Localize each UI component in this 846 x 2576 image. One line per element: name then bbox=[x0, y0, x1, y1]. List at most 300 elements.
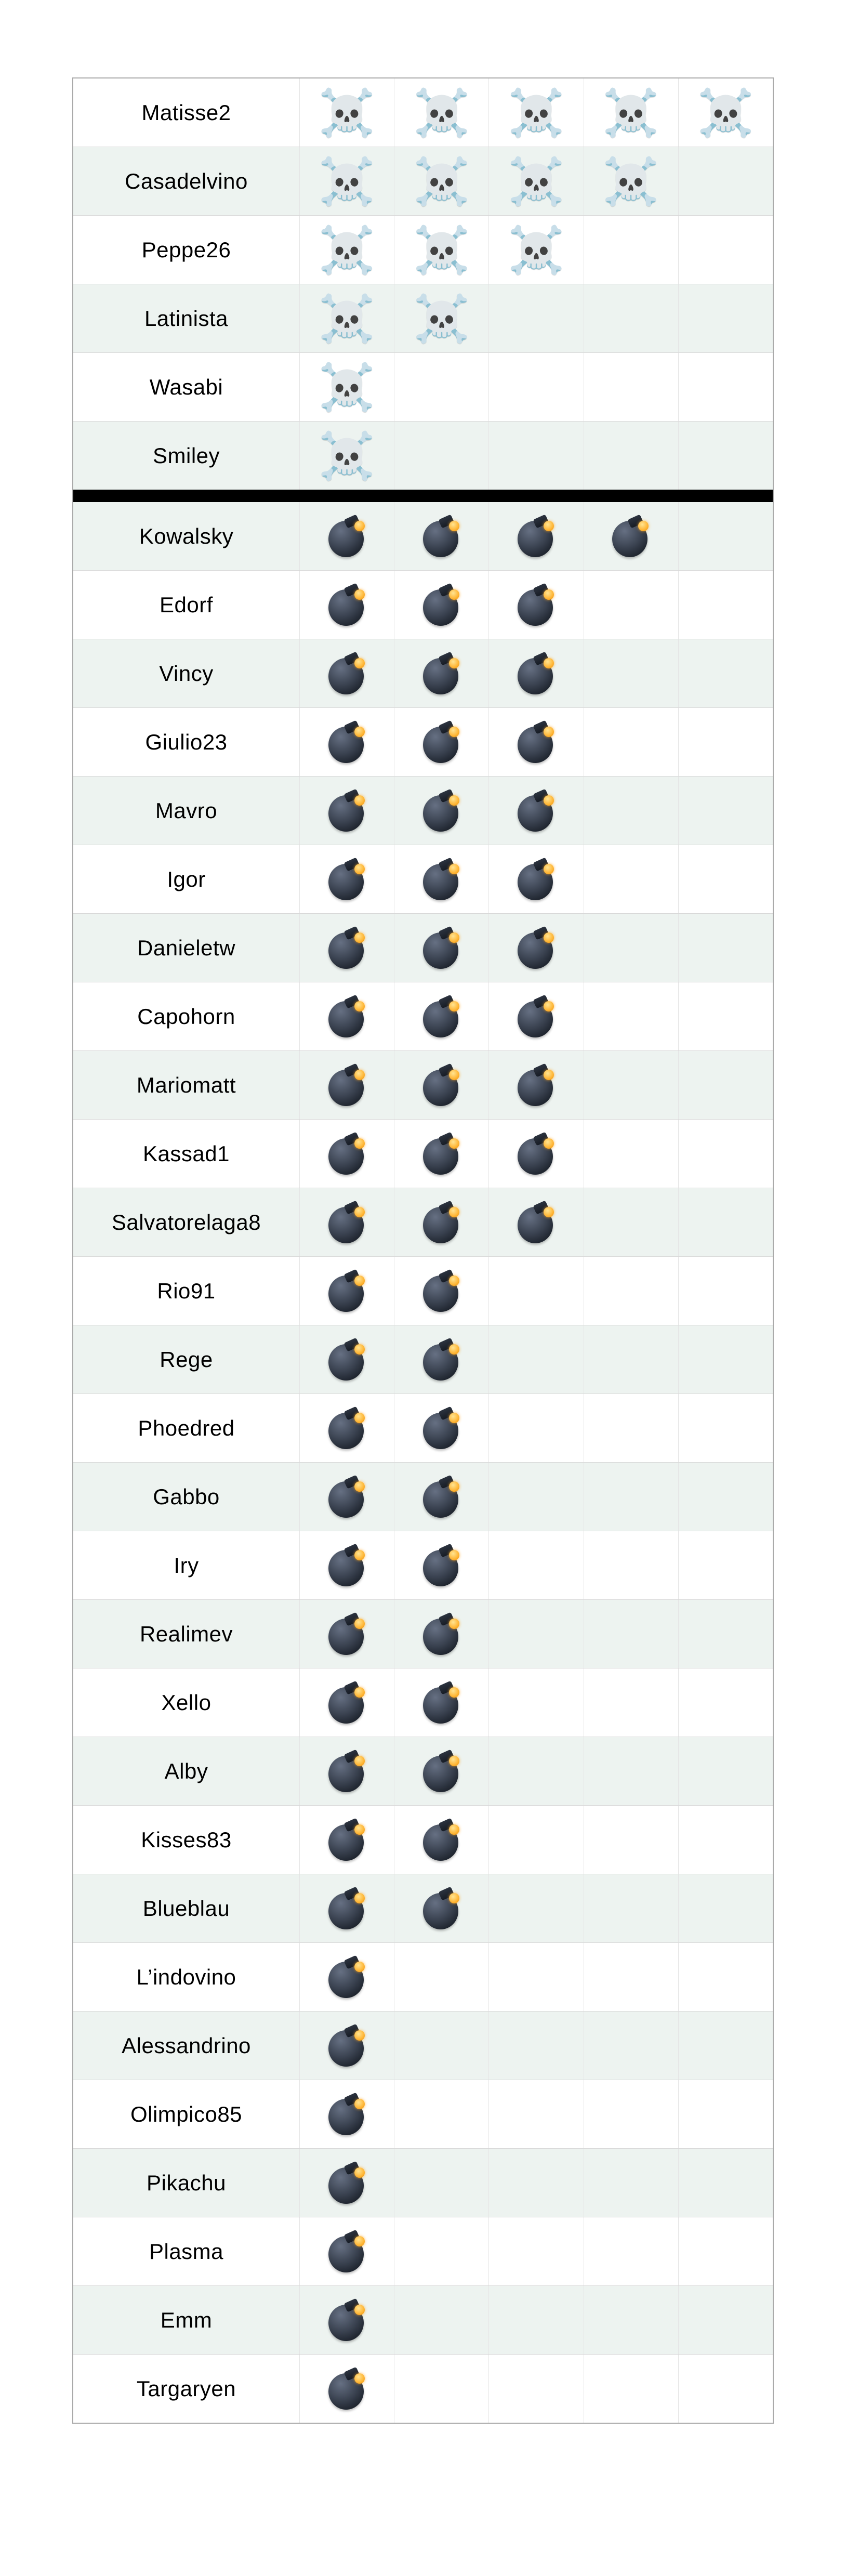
icon-cell bbox=[488, 571, 583, 639]
bomb-spark bbox=[449, 932, 459, 943]
table-row bbox=[73, 707, 773, 776]
icon-cell bbox=[584, 1531, 678, 1599]
icon-cell bbox=[584, 2286, 678, 2354]
icon-cell bbox=[299, 639, 394, 707]
bomb-icon bbox=[327, 1064, 367, 1106]
icon-cell bbox=[299, 2149, 394, 2217]
icon-cell bbox=[394, 914, 488, 982]
player-name: Rio91 bbox=[157, 1278, 216, 1303]
icon-cell bbox=[678, 1188, 773, 1256]
bomb-spark bbox=[449, 1344, 459, 1355]
table-row bbox=[73, 1119, 773, 1188]
bomb-icon bbox=[327, 2299, 367, 2341]
bomb-icon bbox=[422, 790, 461, 832]
icon-cell bbox=[678, 2012, 773, 2080]
bomb-icon bbox=[422, 1339, 461, 1381]
player-name: Pikachu bbox=[147, 2170, 226, 2195]
bomb-spark bbox=[354, 1276, 365, 1286]
icon-cell bbox=[584, 1394, 678, 1462]
icon-cell bbox=[488, 1188, 583, 1256]
bomb-spark bbox=[449, 1550, 459, 1560]
bomb-spark bbox=[354, 1207, 365, 1217]
icon-cell bbox=[678, 1874, 773, 1942]
bomb-spark bbox=[354, 1138, 365, 1149]
icon-cell bbox=[584, 216, 678, 284]
icon-cell bbox=[584, 2217, 678, 2285]
icon-cell bbox=[678, 2286, 773, 2354]
bomb-icon bbox=[422, 996, 461, 1037]
icon-cell bbox=[678, 982, 773, 1050]
icon-cell bbox=[299, 708, 394, 776]
icon-cell bbox=[299, 2286, 394, 2354]
bomb-spark bbox=[544, 658, 554, 668]
icon-cell bbox=[488, 78, 583, 147]
icon-cell bbox=[584, 1874, 678, 1942]
table-row bbox=[73, 1874, 773, 1942]
icon-cell bbox=[394, 1463, 488, 1531]
icon-cell bbox=[584, 1737, 678, 1805]
skull-crossbones-icon: ☠️ bbox=[413, 291, 470, 345]
player-name: Igor bbox=[167, 866, 206, 891]
player-name: Kassad1 bbox=[143, 1141, 230, 1166]
table-row bbox=[73, 776, 773, 845]
icon-cell bbox=[299, 353, 394, 421]
icon-cell bbox=[584, 1943, 678, 2011]
player-name: Danieletw bbox=[137, 935, 235, 960]
bomb-icon bbox=[327, 2094, 367, 2135]
bomb-spark bbox=[544, 589, 554, 600]
icon-cell bbox=[299, 1394, 394, 1462]
bomb-icon bbox=[327, 790, 367, 832]
skull-crossbones-icon: ☠️ bbox=[508, 85, 565, 139]
bomb-spark bbox=[354, 1481, 365, 1492]
bomb-icon bbox=[517, 1133, 556, 1175]
bomb-icon bbox=[327, 1888, 367, 1929]
bomb-icon bbox=[517, 1064, 556, 1106]
player-name: Edorf bbox=[160, 592, 213, 617]
icon-cell bbox=[678, 639, 773, 707]
bomb-spark bbox=[449, 1893, 459, 1903]
bomb-spark bbox=[449, 658, 459, 668]
icon-cell bbox=[299, 845, 394, 913]
table-row bbox=[73, 421, 773, 490]
skull-crossbones-icon: ☠️ bbox=[697, 85, 755, 139]
icon-cell bbox=[394, 502, 488, 570]
icon-cell bbox=[678, 1257, 773, 1325]
icon-cell bbox=[299, 2217, 394, 2285]
icon-cell bbox=[488, 502, 583, 570]
bomb-spark bbox=[544, 932, 554, 943]
player-name: Realimev bbox=[139, 1621, 233, 1646]
bomb-icon bbox=[422, 516, 461, 557]
bomb-icon bbox=[327, 584, 367, 626]
icon-cell bbox=[394, 2080, 488, 2148]
table-row bbox=[73, 1668, 773, 1737]
bomb-icon bbox=[327, 2162, 367, 2204]
bomb-icon bbox=[422, 1545, 461, 1586]
bomb-icon bbox=[327, 859, 367, 900]
icon-cell bbox=[299, 2080, 394, 2148]
icon-cell bbox=[584, 1806, 678, 1874]
icon-cell bbox=[394, 1943, 488, 2011]
icon-cell bbox=[488, 639, 583, 707]
bomb-spark bbox=[449, 1001, 459, 1011]
bomb-spark bbox=[354, 2099, 365, 2109]
skull-crossbones-icon: ☠️ bbox=[318, 85, 376, 139]
icon-cell bbox=[584, 2355, 678, 2423]
icon-cell bbox=[299, 216, 394, 284]
icon-cell bbox=[394, 353, 488, 421]
bomb-spark bbox=[449, 727, 459, 737]
icon-cell bbox=[488, 2012, 583, 2080]
icon-cell bbox=[584, 571, 678, 639]
table-row bbox=[73, 1050, 773, 1119]
bomb-spark bbox=[354, 521, 365, 531]
bomb-icon bbox=[422, 1270, 461, 1312]
icon-cell bbox=[678, 502, 773, 570]
bomb-icon bbox=[517, 584, 556, 626]
bomb-spark bbox=[544, 1138, 554, 1149]
bomb-icon bbox=[422, 1613, 461, 1655]
bomb-spark bbox=[544, 864, 554, 874]
table-row bbox=[73, 570, 773, 639]
icon-cell bbox=[584, 1600, 678, 1668]
icon-cell bbox=[678, 1463, 773, 1531]
icon-cell bbox=[584, 284, 678, 352]
icon-cell bbox=[488, 1806, 583, 1874]
icon-cell bbox=[678, 708, 773, 776]
bomb-spark bbox=[354, 727, 365, 737]
icon-cell bbox=[584, 2012, 678, 2080]
bomb-spark bbox=[354, 2373, 365, 2384]
icon-cell bbox=[488, 1737, 583, 1805]
player-name: Salvatorelaga8 bbox=[111, 1210, 261, 1234]
icon-cell bbox=[678, 1737, 773, 1805]
bomb-spark bbox=[449, 1207, 459, 1217]
skull-crossbones-icon: ☠️ bbox=[413, 154, 470, 208]
icon-cell bbox=[584, 982, 678, 1050]
skull-crossbones-icon: ☠️ bbox=[413, 222, 470, 277]
bomb-spark bbox=[354, 658, 365, 668]
icon-cell bbox=[678, 845, 773, 913]
bomb-spark bbox=[354, 589, 365, 600]
bomb-icon bbox=[327, 927, 367, 969]
bomb-spark bbox=[354, 1756, 365, 1766]
bomb-spark bbox=[354, 1687, 365, 1698]
icon-cell bbox=[394, 2217, 488, 2285]
icon-cell bbox=[394, 284, 488, 352]
icon-cell bbox=[488, 1325, 583, 1394]
bomb-spark bbox=[544, 1001, 554, 1011]
icon-cell bbox=[394, 982, 488, 1050]
bomb-icon bbox=[517, 1202, 556, 1243]
icon-cell bbox=[584, 502, 678, 570]
player-name: Kisses83 bbox=[141, 1827, 232, 1852]
icon-cell bbox=[678, 2080, 773, 2148]
icon-cell bbox=[584, 1325, 678, 1394]
bomb-spark bbox=[544, 1070, 554, 1080]
icon-cell bbox=[394, 1325, 488, 1394]
icon-cell bbox=[394, 1806, 488, 1874]
icon-cell bbox=[299, 2355, 394, 2423]
icon-cell bbox=[678, 78, 773, 147]
bomb-spark bbox=[449, 589, 459, 600]
table-row bbox=[73, 845, 773, 913]
table-row bbox=[73, 1394, 773, 1462]
bomb-spark bbox=[354, 1344, 365, 1355]
bomb-spark bbox=[354, 1413, 365, 1423]
icon-cell bbox=[299, 284, 394, 352]
bomb-spark bbox=[449, 1687, 459, 1698]
icon-cell bbox=[584, 353, 678, 421]
icon-cell bbox=[678, 1325, 773, 1394]
bomb-icon bbox=[327, 1339, 367, 1381]
player-name: Xello bbox=[161, 1690, 212, 1715]
icon-cell bbox=[678, 1394, 773, 1462]
bomb-spark bbox=[354, 932, 365, 943]
icon-cell bbox=[678, 284, 773, 352]
bomb-icon bbox=[422, 1476, 461, 1518]
bomb-spark bbox=[449, 1070, 459, 1080]
icon-cell bbox=[584, 914, 678, 982]
skull-crossbones-icon: ☠️ bbox=[602, 85, 659, 139]
skull-crossbones-icon: ☠️ bbox=[508, 222, 565, 277]
icon-cell bbox=[299, 1531, 394, 1599]
table-row bbox=[73, 1462, 773, 1531]
icon-cell bbox=[394, 2149, 488, 2217]
skull-crossbones-icon: ☠️ bbox=[318, 222, 376, 277]
bomb-icon bbox=[327, 1956, 367, 1998]
icon-cell bbox=[678, 2217, 773, 2285]
icon-cell bbox=[488, 2355, 583, 2423]
icon-cell bbox=[488, 845, 583, 913]
table-row bbox=[73, 913, 773, 982]
icon-cell bbox=[678, 571, 773, 639]
bomb-spark bbox=[354, 2305, 365, 2315]
bomb-spark bbox=[544, 727, 554, 737]
bomb-spark bbox=[354, 1619, 365, 1629]
icon-cell bbox=[488, 1668, 583, 1737]
bomb-icon bbox=[517, 859, 556, 900]
player-name: Mavro bbox=[155, 798, 218, 823]
icon-cell bbox=[584, 1051, 678, 1119]
bomb-icon bbox=[327, 1682, 367, 1724]
icon-cell bbox=[394, 1051, 488, 1119]
icon-cell bbox=[394, 708, 488, 776]
icon-cell bbox=[299, 1257, 394, 1325]
bomb-spark bbox=[638, 521, 649, 531]
icon-cell bbox=[394, 1188, 488, 1256]
icon-cell bbox=[394, 571, 488, 639]
bomb-icon bbox=[422, 1682, 461, 1724]
bomb-spark bbox=[544, 795, 554, 806]
bomb-icon bbox=[422, 1819, 461, 1861]
bomb-spark bbox=[449, 1276, 459, 1286]
bomb-spark bbox=[354, 1962, 365, 1972]
icon-cell bbox=[394, 777, 488, 845]
bomb-icon bbox=[517, 790, 556, 832]
bomb-spark bbox=[354, 2236, 365, 2246]
table-row bbox=[73, 2080, 773, 2148]
scoreboard-table bbox=[72, 77, 774, 2424]
bomb-icon bbox=[327, 1476, 367, 1518]
icon-cell bbox=[299, 1325, 394, 1394]
bomb-spark bbox=[354, 1070, 365, 1080]
bomb-spark bbox=[544, 521, 554, 531]
bomb-spark bbox=[544, 1207, 554, 1217]
bomb-icon bbox=[517, 927, 556, 969]
icon-cell bbox=[584, 708, 678, 776]
icon-cell bbox=[488, 1257, 583, 1325]
icon-cell bbox=[394, 1394, 488, 1462]
icon-cell bbox=[584, 1257, 678, 1325]
table-row bbox=[73, 502, 773, 570]
icon-cell bbox=[678, 914, 773, 982]
bomb-icon bbox=[327, 1202, 367, 1243]
table-row bbox=[73, 1256, 773, 1325]
icon-cell bbox=[299, 1120, 394, 1188]
bomb-spark bbox=[354, 864, 365, 874]
bomb-icon bbox=[422, 927, 461, 969]
bomb-spark bbox=[354, 1001, 365, 1011]
bomb-icon bbox=[327, 2368, 367, 2410]
bomb-icon bbox=[327, 1408, 367, 1449]
icon-cell bbox=[678, 1531, 773, 1599]
table-row bbox=[73, 2285, 773, 2354]
icon-cell bbox=[584, 1463, 678, 1531]
icon-cell bbox=[678, 422, 773, 490]
skull-crossbones-icon: ☠️ bbox=[602, 154, 659, 208]
icon-cell bbox=[488, 1394, 583, 1462]
bomb-spark bbox=[449, 521, 459, 531]
icon-cell bbox=[394, 2286, 488, 2354]
icon-cell bbox=[678, 777, 773, 845]
icon-cell bbox=[584, 422, 678, 490]
icon-cell bbox=[488, 1120, 583, 1188]
bomb-spark bbox=[354, 2167, 365, 2178]
icon-cell bbox=[488, 1531, 583, 1599]
player-name: Phoedred bbox=[138, 1415, 235, 1440]
icon-cell bbox=[299, 1051, 394, 1119]
icon-cell bbox=[299, 1737, 394, 1805]
section-divider bbox=[73, 490, 773, 502]
table-row bbox=[73, 1942, 773, 2011]
icon-cell bbox=[299, 571, 394, 639]
table-row bbox=[73, 2011, 773, 2080]
icon-cell bbox=[299, 1188, 394, 1256]
player-name: Targaryen bbox=[136, 2376, 236, 2401]
icon-cell bbox=[584, 147, 678, 215]
icon-cell bbox=[488, 914, 583, 982]
bomb-spark bbox=[354, 1824, 365, 1835]
icon-cell bbox=[678, 216, 773, 284]
table-row bbox=[73, 215, 773, 284]
icon-cell bbox=[488, 1051, 583, 1119]
player-name: Kowalsky bbox=[139, 523, 234, 548]
player-name: Giulio23 bbox=[145, 729, 228, 754]
bomb-icon bbox=[422, 859, 461, 900]
icon-cell bbox=[394, 1668, 488, 1737]
bomb-spark bbox=[354, 2030, 365, 2041]
icon-cell bbox=[299, 1463, 394, 1531]
icon-cell bbox=[299, 1806, 394, 1874]
icon-cell bbox=[394, 845, 488, 913]
bomb-icon bbox=[422, 721, 461, 763]
icon-cell bbox=[488, 284, 583, 352]
table-row bbox=[73, 1531, 773, 1599]
icon-cell bbox=[299, 422, 394, 490]
icon-cell bbox=[488, 216, 583, 284]
icon-cell bbox=[394, 1737, 488, 1805]
icon-cell bbox=[584, 1188, 678, 1256]
player-name: Blueblau bbox=[142, 1896, 230, 1921]
icon-cell bbox=[584, 1668, 678, 1737]
icon-cell bbox=[584, 845, 678, 913]
bomb-icon bbox=[327, 2231, 367, 2272]
icon-cell bbox=[488, 2149, 583, 2217]
player-name: Olimpico85 bbox=[130, 2101, 243, 2126]
player-name: Emm bbox=[160, 2307, 213, 2332]
table-row bbox=[73, 1188, 773, 1256]
icon-cell bbox=[488, 777, 583, 845]
icon-cell bbox=[678, 1806, 773, 1874]
bomb-icon bbox=[611, 516, 651, 557]
table-row bbox=[73, 352, 773, 421]
icon-cell bbox=[678, 1120, 773, 1188]
bomb-spark bbox=[449, 1756, 459, 1766]
icon-cell bbox=[299, 1600, 394, 1668]
table-row bbox=[73, 147, 773, 215]
bomb-spark bbox=[449, 1481, 459, 1492]
icon-cell bbox=[678, 2149, 773, 2217]
icon-cell bbox=[299, 1874, 394, 1942]
bomb-icon bbox=[327, 516, 367, 557]
icon-cell bbox=[488, 1600, 583, 1668]
player-name: Alby bbox=[164, 1758, 208, 1783]
bomb-icon bbox=[517, 721, 556, 763]
icon-cell bbox=[678, 1943, 773, 2011]
icon-cell bbox=[299, 982, 394, 1050]
player-name: Rege bbox=[160, 1347, 213, 1372]
icon-cell bbox=[584, 639, 678, 707]
player-name: Matisse2 bbox=[141, 100, 231, 125]
icon-cell bbox=[394, 2355, 488, 2423]
player-name: Wasabi bbox=[149, 374, 223, 399]
bomb-icon bbox=[327, 1819, 367, 1861]
icon-cell bbox=[299, 777, 394, 845]
bomb-icon bbox=[517, 516, 556, 557]
icon-cell bbox=[394, 147, 488, 215]
icon-cell bbox=[678, 1051, 773, 1119]
bomb-spark bbox=[354, 1550, 365, 1560]
bomb-icon bbox=[327, 721, 367, 763]
player-name: Alessandrino bbox=[122, 2033, 251, 2058]
skull-crossbones-icon: ☠️ bbox=[318, 154, 376, 208]
bomb-icon bbox=[327, 1613, 367, 1655]
player-name: L’indovino bbox=[136, 1964, 236, 1989]
player-name: Smiley bbox=[152, 443, 220, 468]
bomb-icon bbox=[422, 1408, 461, 1449]
bomb-icon bbox=[422, 1888, 461, 1929]
table-row bbox=[73, 2354, 773, 2423]
bomb-spark bbox=[354, 1893, 365, 1903]
icon-cell bbox=[394, 2012, 488, 2080]
icon-cell bbox=[488, 1463, 583, 1531]
icon-cell bbox=[584, 777, 678, 845]
bomb-icon bbox=[422, 584, 461, 626]
table-row bbox=[73, 2148, 773, 2217]
icon-cell bbox=[584, 1120, 678, 1188]
